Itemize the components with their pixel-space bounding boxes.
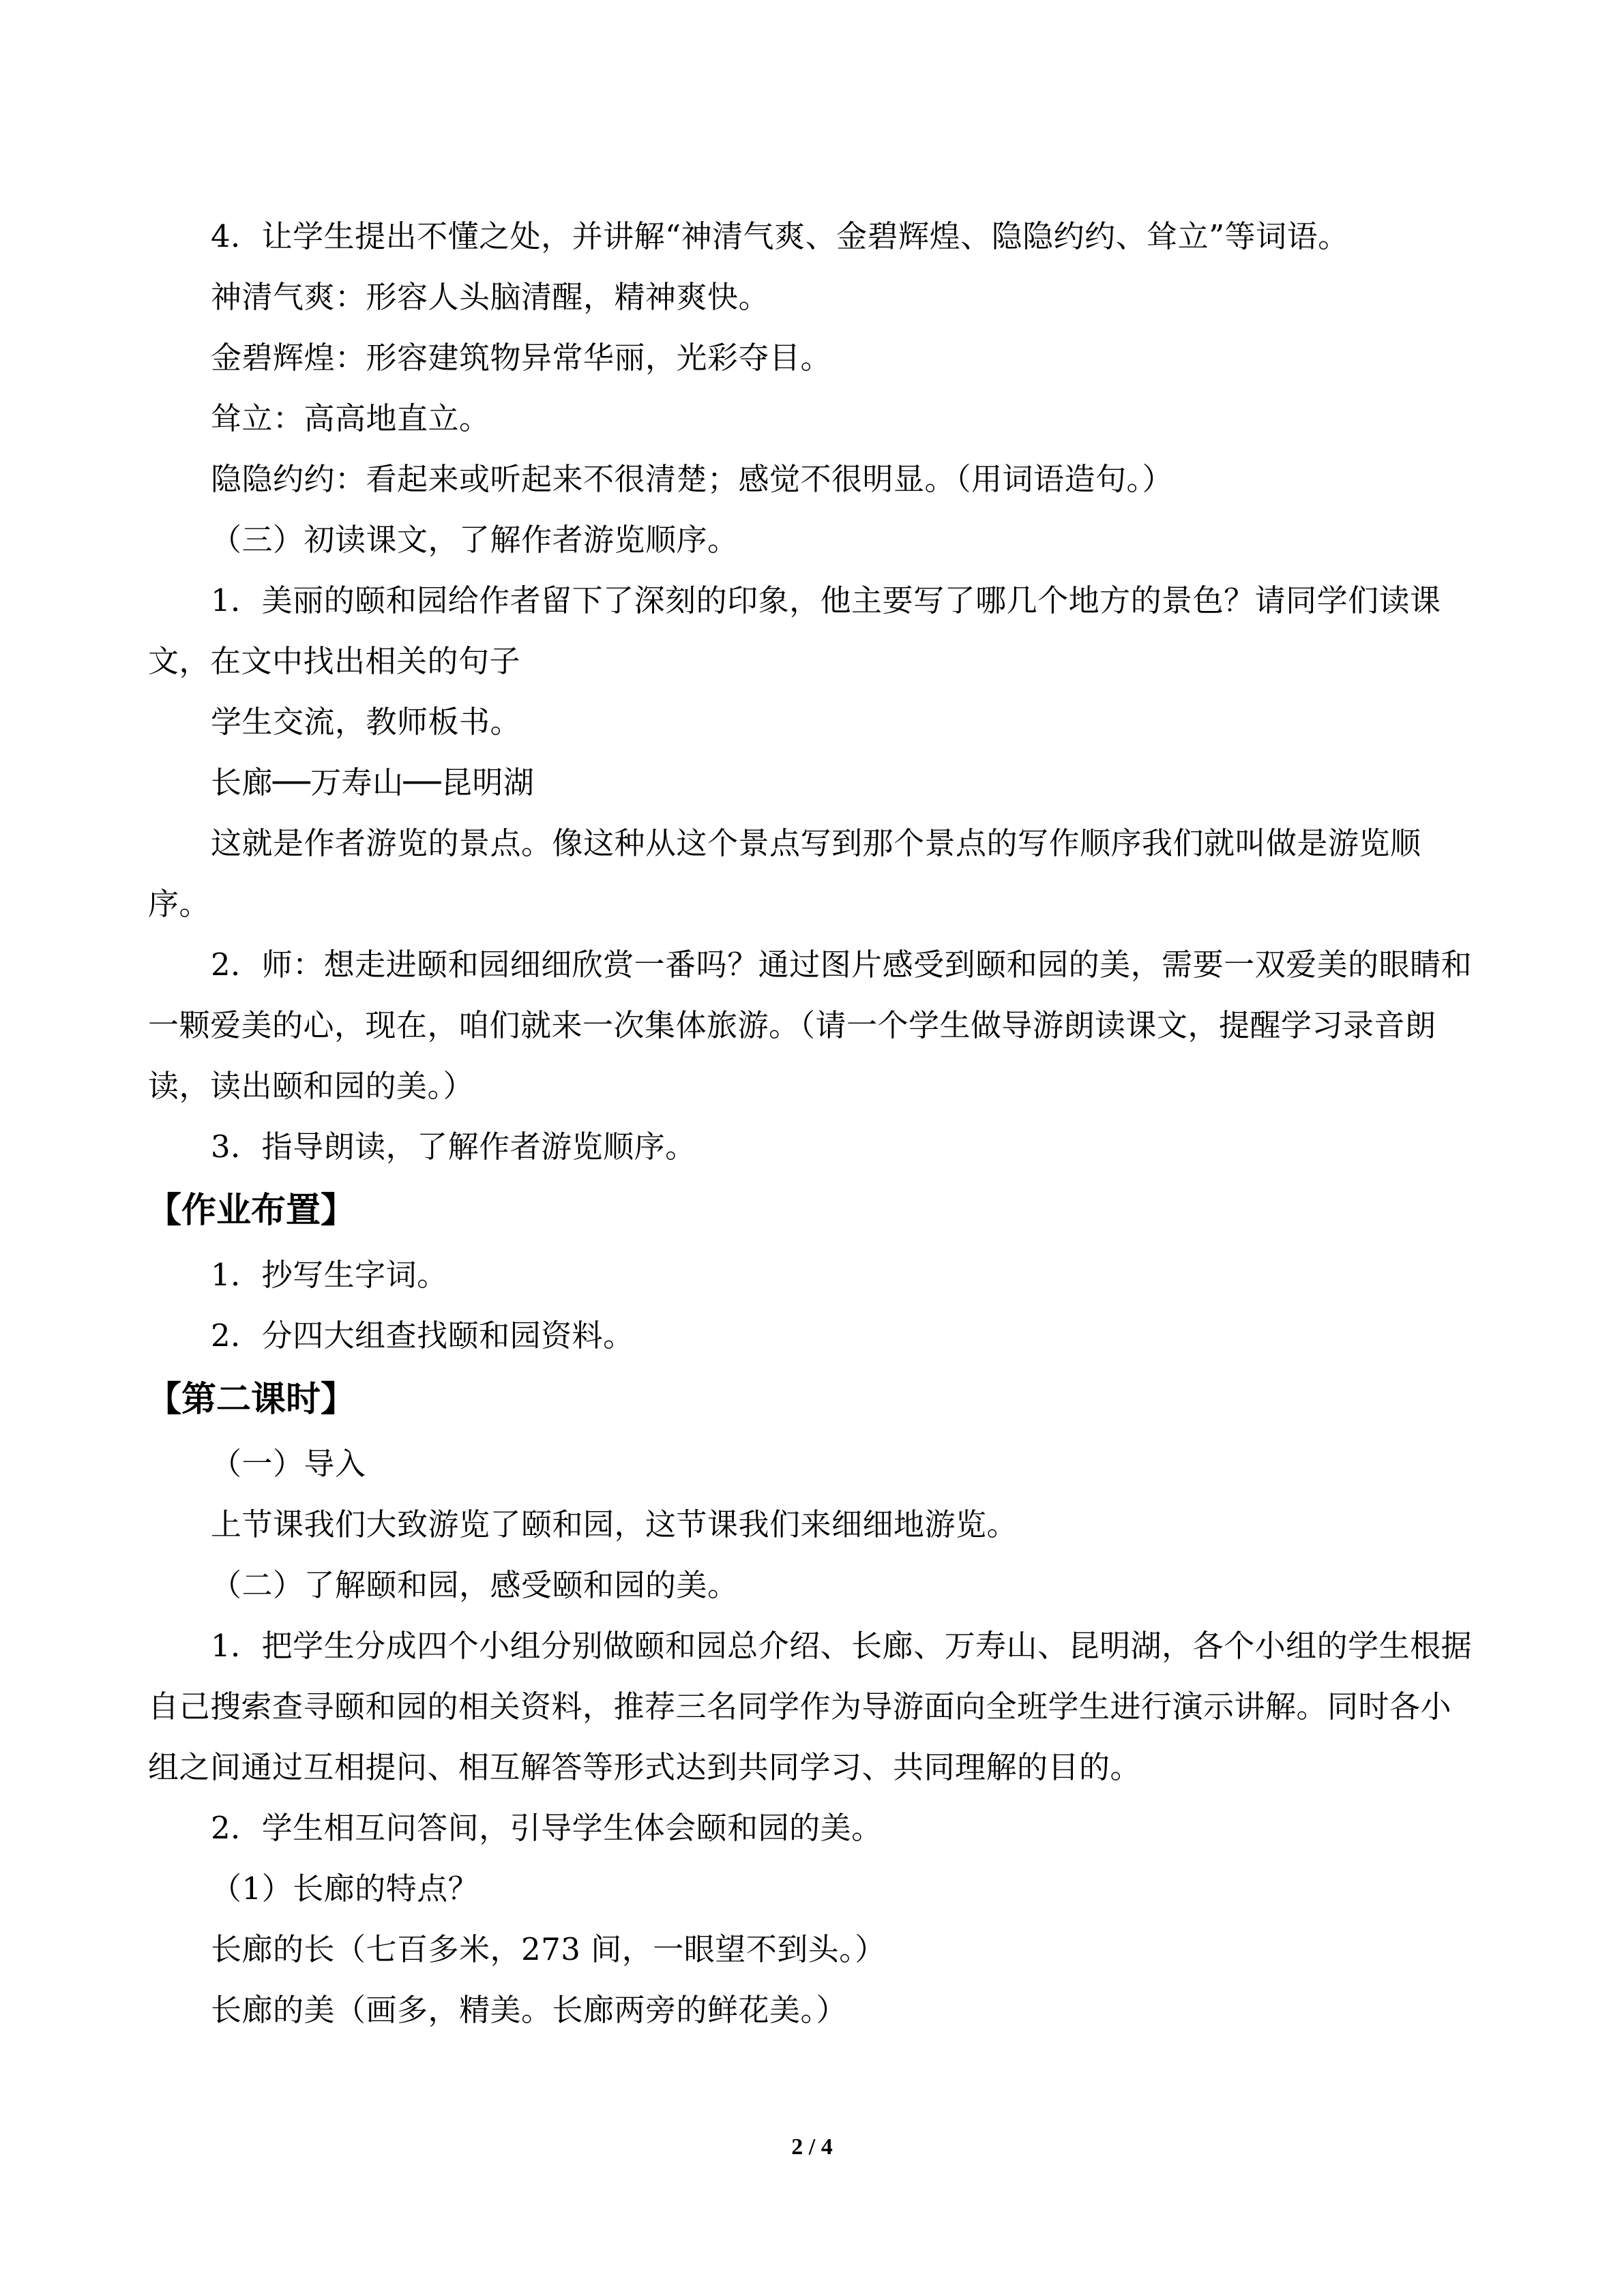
- paragraph: 4．让学生提出不懂之处，并讲解“神清气爽、金碧辉煌、隐隐约约、耸立”等词语。: [211, 218, 1349, 254]
- section-heading: 【作业布置】: [147, 1191, 356, 1231]
- paragraph: 3．指导朗读，了解作者游览顺序。: [211, 1129, 696, 1165]
- paragraph: 2．分四大组查找颐和园资料。: [211, 1317, 634, 1354]
- paragraph: （二）了解颐和园，感受颐和园的美。: [211, 1567, 739, 1603]
- paragraph: （一）导入: [211, 1446, 366, 1482]
- page-number: 2 / 4: [791, 2134, 833, 2160]
- paragraph: 学生交流，教师板书。: [211, 704, 522, 740]
- paragraph: 长廊──万寿山──昆明湖: [211, 764, 535, 801]
- paragraph: 1．把学生分成四个小组分别做颐和园总介绍、长廊、万寿山、昆明湖，各个小组的学生根据自己搜索查寻颐和园的相关资料，推荐三名同学作为导游面向全班学生进行演示讲解。同时各小组之间通过互相提问、相互解答等形式达到共同学习、共同理解的目的。: [148, 1628, 1473, 1785]
- paragraph: 神清气爽：形容人头脑清醒，精神爽快。: [211, 279, 770, 315]
- paragraph: 隐隐约约：看起来或听起来不很清楚；感觉不很明显。（用词语造句。）: [211, 461, 1174, 497]
- paragraph: 长廊的长（七百多米，273 间，一眼望不到头。）: [211, 1931, 886, 1967]
- paragraph: 耸立：高高地直立。: [211, 400, 490, 436]
- paragraph: （三）初读课文，了解作者游览顺序。: [211, 522, 739, 558]
- paragraph: 2．学生相互问答间，引导学生体会颐和园的美。: [211, 1810, 883, 1846]
- paragraph: 2．师：想走进颐和园细细欣赏一番吗？通过图片感受到颐和园的美，需要一双爱美的眼睛和一颗爱美的心，现在，咱们就来一次集体旅游。（请一个学生做导游朗读课文，提醒学习录音朗读，读出颐和园的美。）: [148, 946, 1473, 1104]
- paragraph: 金碧辉煌：形容建筑物异常华丽，光彩夺目。: [211, 340, 832, 376]
- paragraph: （1）长廊的特点？: [211, 1870, 479, 1907]
- section-heading: 【第二课时】: [147, 1380, 356, 1420]
- paragraph: 1．抄写生字词。: [211, 1257, 448, 1293]
- paragraph: 长廊的美（画多，精美。长廊两旁的鲜花美。）: [211, 1992, 848, 2028]
- document-body: [148, 206, 1477, 2040]
- paragraph: 这就是作者游览的景点。像这种从这个景点写到那个景点的写作顺序我们就叫做是游览顺序。: [148, 825, 1421, 922]
- paragraph: 1．美丽的颐和园给作者留下了深刻的印象，他主要写了哪几个地方的景色？请同学们读课文，在文中找出相关的句子: [148, 582, 1441, 679]
- paragraph: 上节课我们大致游览了颐和园，这节课我们来细细地游览。: [211, 1506, 1018, 1542]
